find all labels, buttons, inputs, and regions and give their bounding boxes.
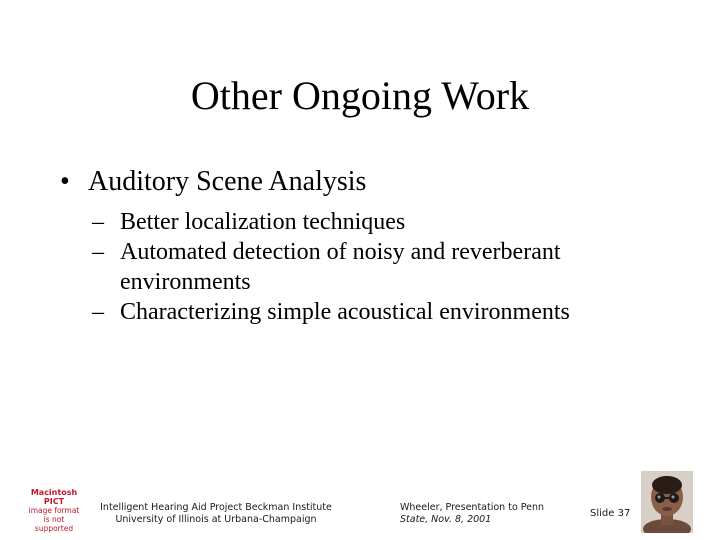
presenter-photo — [641, 471, 693, 533]
pict-placeholder-line: Macintosh PICT — [30, 488, 78, 506]
sub-bullet-marker: – — [92, 299, 104, 325]
sub-bullet-item — [60, 237, 680, 297]
pict-placeholder-line: is not supported — [34, 515, 74, 533]
footer-presenter-line: State, Nov. 8, 2001 — [400, 514, 492, 525]
bullet-text: Auditory Scene Analysis — [88, 166, 367, 197]
sub-bullet-item — [60, 207, 680, 237]
footer-presenter-line: Wheeler, Presentation to Penn — [400, 502, 545, 513]
bullet-item — [60, 165, 680, 199]
sub-bullet-text: Better localization techniques — [120, 209, 406, 235]
sub-bullet-item — [60, 297, 680, 327]
sub-bullet-text: Characterizing simple acoustical environments — [120, 299, 570, 325]
footer-institution-line: Intelligent Hearing Aid Project Beckman Institute — [100, 502, 332, 513]
pict-placeholder-line: image format — [28, 506, 80, 515]
sub-bullet-text: Automated detection of noisy and reverberant environments — [120, 239, 561, 295]
footer-presenter — [400, 502, 560, 526]
pict-placeholder — [28, 488, 80, 533]
sub-bullet-marker: – — [92, 239, 104, 265]
slide-number: Slide 37 — [590, 508, 631, 519]
bullet-marker: • — [60, 166, 70, 197]
footer-institution — [96, 502, 336, 526]
footer-institution-line: University of Illinois at Urbana-Champaign — [115, 514, 317, 525]
slide-title: Other Ongoing Work — [190, 73, 530, 118]
sub-bullet-marker: – — [92, 209, 104, 235]
bullet-list — [60, 165, 680, 327]
